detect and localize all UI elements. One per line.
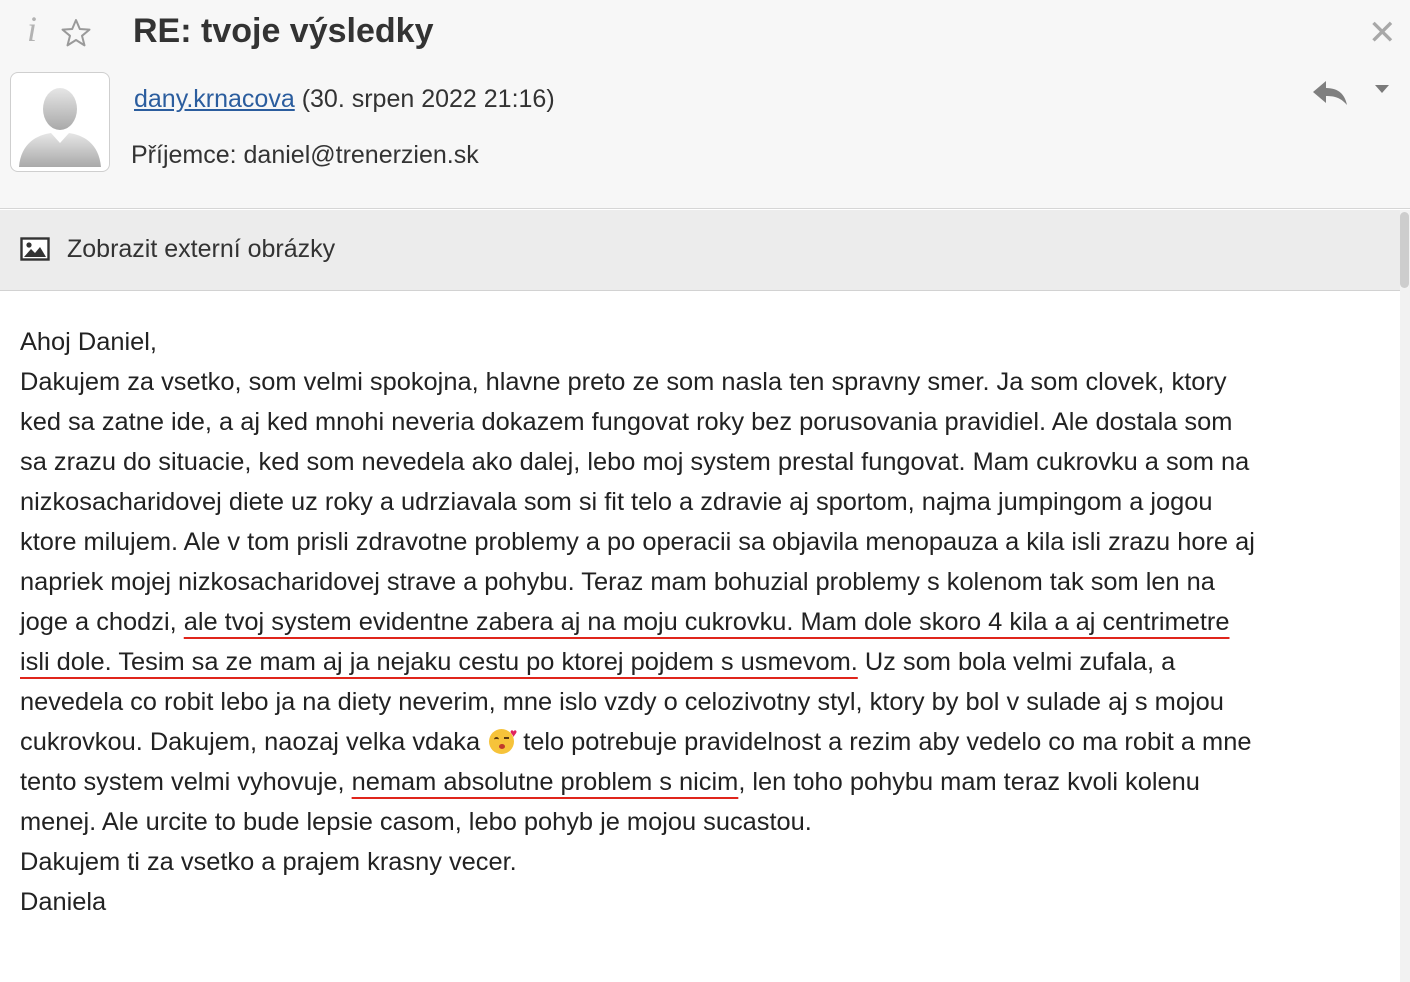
underlined-highlight: nemam absolutne problem s nicim xyxy=(351,768,739,796)
scrollbar-track[interactable] xyxy=(1400,210,1410,982)
body-line: Dakujem ti za vsetko a prajem krasny vecer. xyxy=(20,848,517,876)
external-images-bar[interactable] xyxy=(0,210,1400,291)
underlined-highlight: ale tvoj system evidentne zabera aj na moju cukrovku. Mam dole skoro 4 kila a aj centrimetre xyxy=(183,608,1230,636)
close-icon[interactable]: ✕ xyxy=(1368,14,1397,52)
body-line: sa zrazu do situacie, ked som nevedela ako dalej, lebo moj system prestal fungovat. Mam cukrovku a som na xyxy=(20,448,1250,476)
sender-link[interactable]: dany.krnacova xyxy=(134,85,295,113)
body-line: nizkosacharidovej diete uz roky a udrziavala som si fit telo a zdravie aj sportom, najma jumpingom a jogou xyxy=(20,488,1213,516)
body-line: joge a chodzi, ale tvoj system evidentne zabera aj na moju cukrovku. Mam dole skoro 4 kila a aj centrimetre xyxy=(20,608,1230,636)
message-header xyxy=(0,0,1410,209)
chevron-down-icon[interactable] xyxy=(1374,84,1390,94)
message-body xyxy=(20,322,1396,922)
scrollbar-thumb[interactable] xyxy=(1400,212,1409,288)
body-line: nevedela co robit lebo ja na diety neverim, mne islo vzdy o celozivotny styl, ktory by bol v sulade aj s mojou xyxy=(20,688,1224,716)
show-external-images-link[interactable]: Zobrazit externí obrázky xyxy=(67,235,336,263)
underlined-highlight: isli dole. Tesim sa ze mam aj ja nejaku cestu po ktorej pojdem s usmevom. xyxy=(20,648,858,676)
reply-icon[interactable] xyxy=(1310,78,1350,108)
body-line: isli dole. Tesim sa ze mam aj ja nejaku cestu po ktorej pojdem s usmevom. Uz som bola velmi zufala, a xyxy=(20,648,1176,676)
body-line: Dakujem za vsetko, som velmi spokojna, hlavne preto ze som nasla ten spravny smer. Ja som clovek, ktory xyxy=(20,368,1227,396)
image-icon xyxy=(20,237,50,261)
body-line: ked sa zatne ide, a aj ked mnohi neveria dokazem fungovat roky bez porusovania pravidiel. Ale dostala som xyxy=(20,408,1233,436)
message-subject: RE: tvoje výsledky xyxy=(133,12,434,50)
info-icon[interactable]: i xyxy=(27,9,38,49)
avatar xyxy=(10,72,110,172)
body-line: ktore milujem. Ale v tom prisli zdravotne problemy a po operacii sa objavila menopauza a kila isli zrazu hore aj xyxy=(20,528,1255,556)
body-line: cukrovkou. Dakujem, naozaj velka vdaka ♥ telo potrebuje pravidelnost a rezim aby vedelo co ma robit a mne xyxy=(20,726,1252,756)
body-line: Ahoj Daniel, xyxy=(20,328,157,356)
body-line: tento system velmi vyhovuje, nemam absolutne problem s nicim, len toho pohybu mam teraz kvoli kolenu xyxy=(20,768,1200,796)
face-blowing-kiss-emoji: ♥ xyxy=(489,729,514,754)
star-icon[interactable] xyxy=(60,17,92,49)
message-date: (30. srpen 2022 21:16) xyxy=(301,85,555,113)
from-line xyxy=(134,85,555,114)
recipient-line: Příjemce: daniel@trenerzien.sk xyxy=(131,141,479,169)
body-line: Daniela xyxy=(20,888,107,916)
avatar-placeholder-icon xyxy=(15,77,105,167)
body-line: menej. Ale urcite to bude lepsie casom, lebo pohyb je mojou sucastou. xyxy=(20,808,812,836)
body-line: napriek mojej nizkosacharidovej strave a pohybu. Teraz mam bohuzial problemy s kolenom tak som len na xyxy=(20,568,1215,596)
